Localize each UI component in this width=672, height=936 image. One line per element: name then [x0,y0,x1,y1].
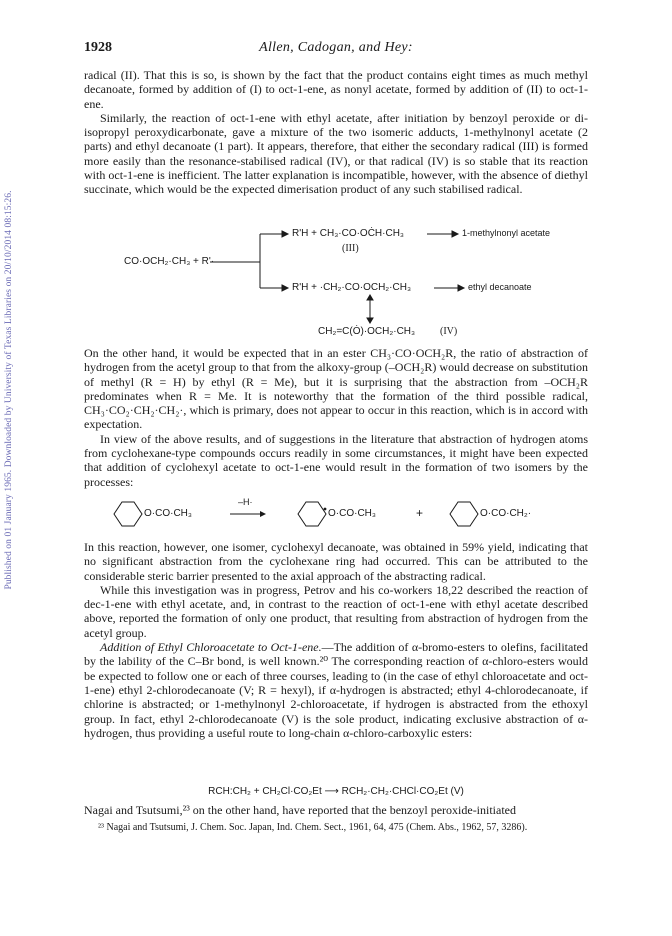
scheme-1-upper-product: R'H + CH₃·CO·OĊH·CH₃ [292,228,404,239]
cyclohexane-ring-icon [450,502,478,526]
paragraph-5: In this reaction, however, one isomer, cyclohexyl decanoate, was obtained in 59% yield, indicating that no significant abstraction from the cyclohexane ring had occurred. This can be attributed to the considerable steric barrier presented to the axial approach of the abstracting radical. [84,540,588,583]
scheme-2-middle: O·CO·CH₃ [328,508,376,519]
paragraph-7 [84,640,588,740]
scheme-2-arrow-label: –H· [238,497,253,507]
reaction-scheme-2 [84,494,588,534]
running-head: Allen, Cadogan, and Hey: [259,40,413,55]
footnote [84,822,588,834]
reaction-scheme-1 [84,222,588,340]
paragraph-7-body: —The addition of α-bromo-esters to olefins, facilitated by the lability of the C–Br bond, is well known.²⁰ The corresponding reaction of α-chloro-esters would be expected to follow one or each of three courses, leading to (in the case of ethyl chloroacetate and oct-1-ene) ethyl 2-chlorodecanoate (V; R = hexyl), if α-hydrogen is abstracted; ethyl 4-chlorodecanoate, if chlorine is abstracted; or 1-methylnonyl 2-chloroacetate, if hydrogen is abstracted from the ethoxyl group. In fact, ethyl 2-chlorodecanoate (V) is the sole product, indicating exclusive abstraction of α-hydrogen, thus providing a useful route to long-chain α-chloro-carboxylic esters: [84,640,588,740]
reaction-equation: RCH:CH₂ + CH₂Cl·CO₂Et ⟶ RCH₂·CH₂·CHCl·CO₂Et (V) [208,786,464,797]
cyclohexane-ring-icon [114,502,142,526]
footnote-23: ²³ Nagai and Tsutsumi, J. Chem. Soc. Japan, Ind. Chem. Sect., 1961, 64, 475 (Chem. Abs., 1962, 57, 3286). [98,822,528,833]
text-block-3 [84,540,588,740]
scheme-1-resonance-label: (IV) [440,326,458,337]
paragraph-1: radical (II). That this is so, is shown by the fact that the product contains eight times as much methyl decanoate, formed by addition of (I) to oct-1-ene, as nonyl acetate, formed by addition of (II) to oct-1-ene. [84,68,588,111]
page-header [84,40,588,60]
scheme-2-right: O·CO·CH₂· [480,508,532,519]
scheme-1-lower-product: R'H + ·CH₂·CO·OCH₂·CH₃ [292,282,412,293]
text-block-2 [84,346,588,489]
download-watermark [2,130,16,650]
paragraph-4: In view of the above results, and of suggestions in the literature that abstraction of hydrogen atoms from cyclohexane-type compounds occurs readily in some circumstances, it might have been expected that addition of cyclohexyl acetate to oct-1-ene would result in the formation of two isomers by the processes: [84,431,588,489]
paragraph-6: While this investigation was in progress, Petrov and his co-workers 18,22 described the reaction of dec-1-ene with ethyl acetate, and, in contrast to the reaction of oct-1-ene with ethyl acetate described above, reported the formation of only one product, that resulting from abstraction of hydrogen from the acetyl group. [84,582,588,640]
download-watermark-text[interactable]: Published on 01 January 1965. Downloaded by University of Texas Libraries on 20/10/2014 08:15:26. [4,190,14,590]
section-heading: Addition of Ethyl Chloroacetate to Oct-1-ene. [100,640,322,655]
paragraph-8: Nagai and Tsutsumi,²³ on the other hand, have reported that the benzoyl peroxide-initiated [84,803,517,817]
page-number: 1928 [84,40,112,55]
scheme-2-left: O·CO·CH₃ [144,508,192,519]
scheme-1-lower-final: ethyl decanoate [468,282,532,292]
paragraph-2: Similarly, the reaction of oct-1-ene with ethyl acetate, after initiation by benzoyl peroxide or di-isopropyl peroxydicarbonate, gave a mixture of the two isomeric adducts, 1-methylnonyl acetate (2 parts) and ethyl decanoate (1 part). It appears, therefore, that either the secondary radical (III) is formed more easily than the resonance-stabilised radical (IV), or that radical (IV) is so stable that its reaction with oct-1-ene is inefficient. The latter explanation is incompatible, however, with the absence of diethyl succinate, which would be the expected dimerisation product of any such stabilised radical. [84,110,588,197]
scheme-1-upper-label: (III) [342,243,359,254]
cyclohexane-ring-icon [298,502,326,526]
scheme-1-upper-final: 1-methylnonyl acetate [462,228,551,238]
paragraph-3: On the other hand, it would be expected that in an ester CH₃·CO·OCH₂R, the ratio of abstraction of hydrogen from the acetyl group to that from the alkoxy-group (–OCH₂R) would decrease on substitution of methyl (R = H) by ethyl (R = Me), but it is surprising that the abstraction from –OCH₂R predominates when R = Me. It is noteworthy that the formation of the third possible radical, CH₃·CO₂·CH₂·CH₂·, which is primary, does not appear to occur in this reaction, which is in accord with expectation. [84,346,588,432]
scheme-1-arrows [84,222,588,340]
scheme-1-resonance: CH₂=C(Ȯ)·OCH₂·CH₃ [318,326,416,337]
scheme-2-plus: + [416,506,424,520]
text-block-1 [84,68,588,197]
text-block-4 [84,803,588,817]
scheme-1-reactant: CO·OCH₂·CH₃ + R'· [124,256,215,267]
